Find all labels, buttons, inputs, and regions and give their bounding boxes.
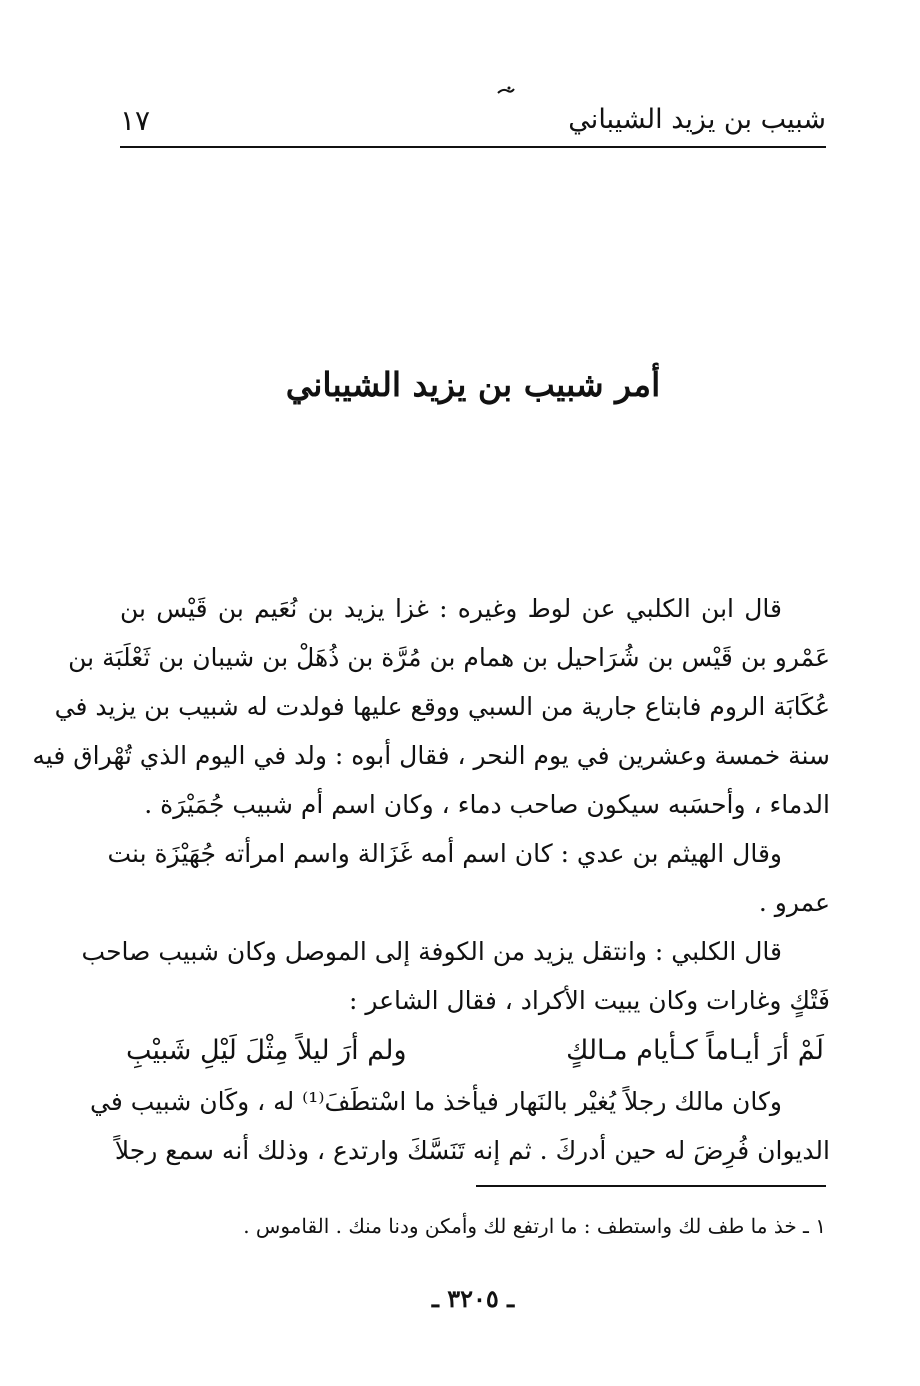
- poem-verse: [120, 1025, 830, 1077]
- text-line: عَمْرو بن قَيْس بن شُرَاحيل بن همام بن مُرَّة بن ذُهَلْ بن شيبان بن ثَعْلَبَة بن: [68, 643, 830, 672]
- ink-mark-icon: [497, 86, 515, 96]
- page-footer-code: ـ ٣٢٠٥ ـ: [431, 1284, 515, 1313]
- page-header: [120, 102, 826, 148]
- text-line: قال ابن الكلبي عن لوط وغيره : غزا يزيد بن نُعَيم بن قَيْس بن: [120, 594, 782, 623]
- footnote: ١ ـ خذ ما طف لك واستطف : ما ارتفع لك وأمكن ودنا منك . القاموس .: [243, 1214, 826, 1238]
- text-line: عُكَابَة الروم فابتاع جارية من السبي ووقع عليها فولدت له شبيب بن يزيد في: [54, 692, 830, 721]
- text-line: سنة خمسة وعشرين في يوم النحر ، فقال أبوه : ولد في اليوم الذي تُهْراق فيه: [32, 741, 830, 770]
- poem-hemistich-first: لَمْ أرَ أيـاماً كـأيام مـالكٍ: [566, 1035, 824, 1066]
- chapter-title: أمر شبيب بن يزيد الشيباني: [285, 365, 661, 404]
- footnote-divider: [476, 1185, 826, 1187]
- text-line: الديوان فُرِضَ له حين أدركَ . ثم إنه تَنَسَّكَ وارتدع ، وذلك أنه سمع رجلاً: [114, 1136, 830, 1165]
- poem-hemistich-second: ولم أرَ ليلاً مِثْلَ لَيْلِ شَبيْبِ: [126, 1035, 407, 1066]
- text-line: فَتْكٍ وغارات وكان يبيت الأكراد ، فقال الشاعر :: [348, 986, 830, 1015]
- text-line: الدماء ، وأحسَبه سيكون صاحب دماء ، وكان اسم أم شبيب جُمَيْرَة .: [144, 790, 830, 819]
- body-text: [32, 584, 830, 1175]
- text-line: وقال الهيثم بن عدي : كان اسم أمه غَزَالة واسم امرأته جُهَيْزَة بنت: [107, 839, 782, 868]
- text-line: وكان مالك رجلاً يُغيْر بالنَهار فيأخذ ما اسْتطَفَ⁽¹⁾ له ، وكَان شبيب في: [89, 1087, 782, 1116]
- page-number: ١٧: [120, 104, 151, 137]
- text-line: عمرو .: [758, 888, 830, 917]
- running-title: شبيب بن يزيد الشيباني: [568, 104, 826, 135]
- text-line: قال الكلبي : وانتقل يزيد من الكوفة إلى الموصل وكان شبيب صاحب: [81, 937, 782, 966]
